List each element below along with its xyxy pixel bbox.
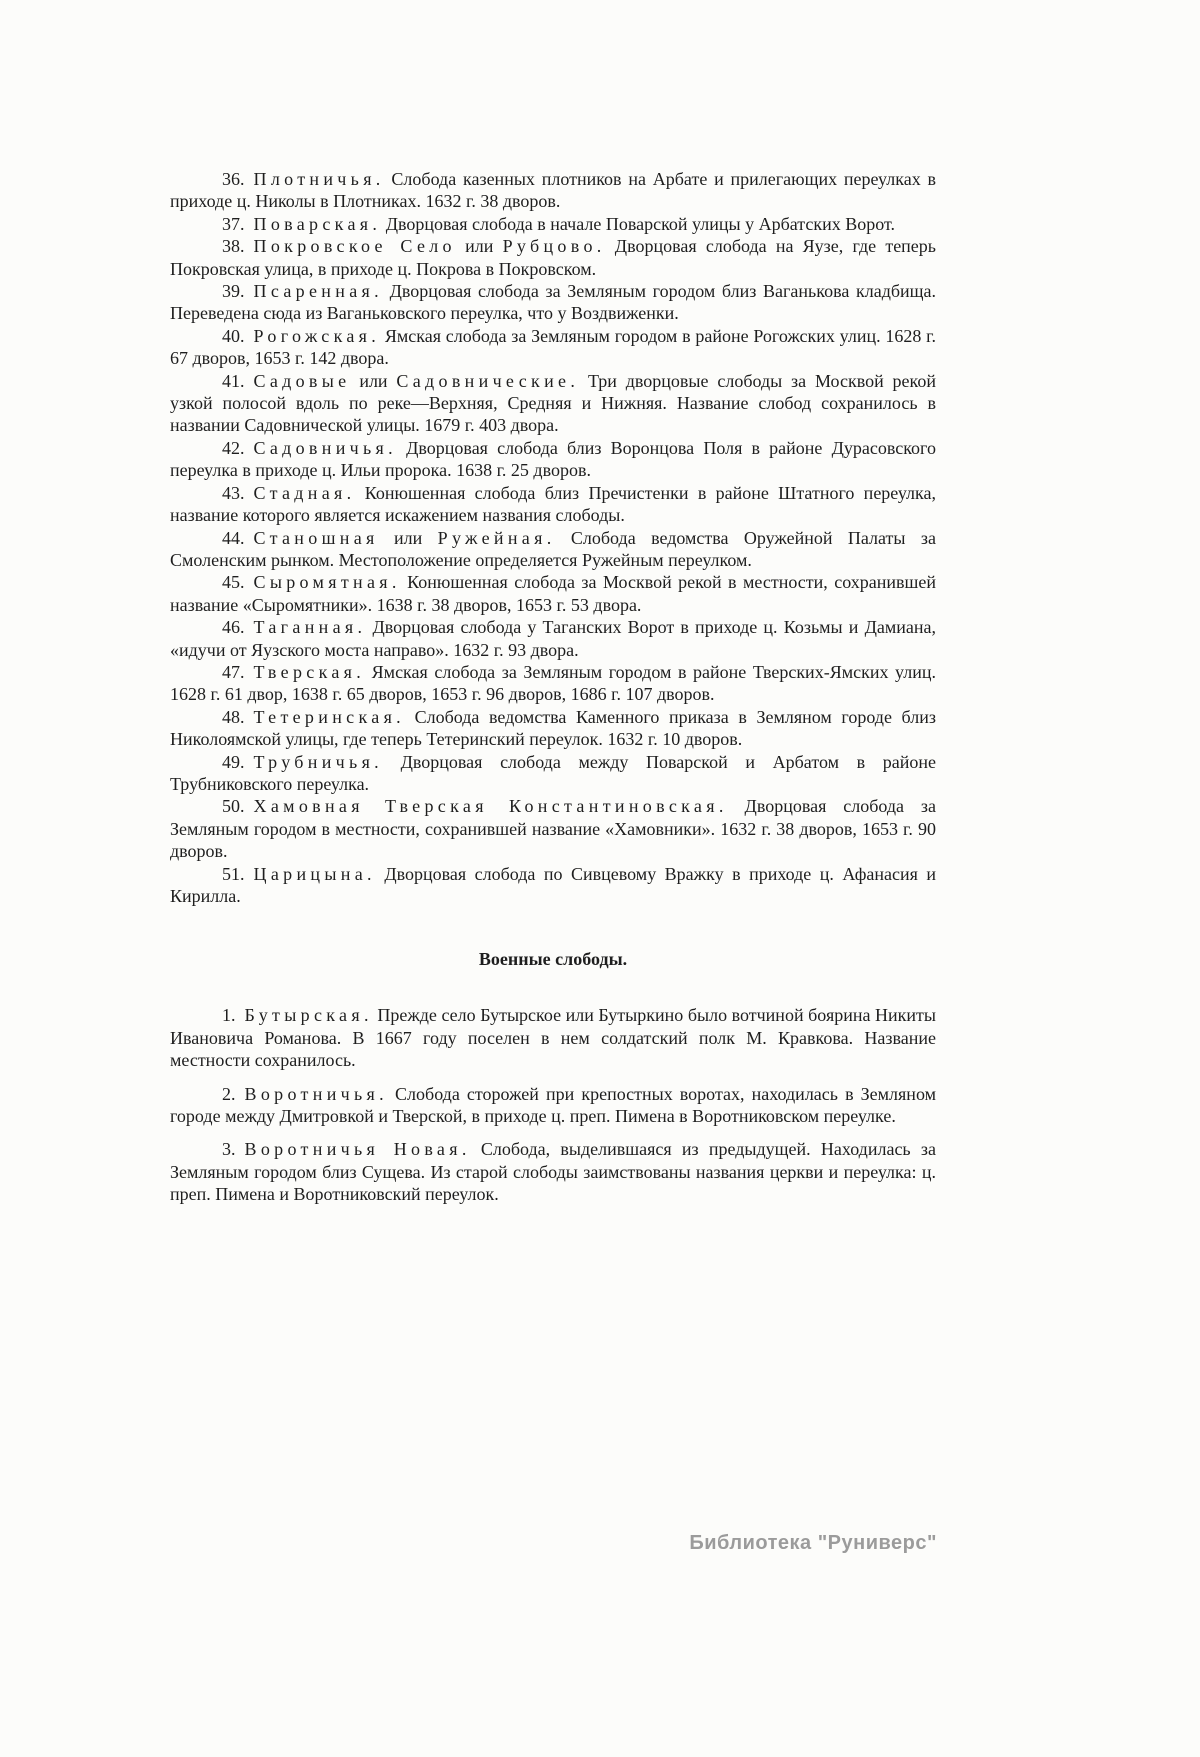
entry-name-part: Станошная [253,527,379,548]
entry-number: 48. [222,706,254,727]
entry [170,1083,936,1128]
entry-text: Прежде село Бутырское или Бутыркино было вотчиной боярина Никиты Ивановича Романова. В 1667 году поселен в нем солдатский полк М. Кравкова. Название местности сохранилось. [170,1005,936,1071]
entry-name-part: Ружейная. [437,527,556,548]
entry-name-part: Тверская. [253,661,366,682]
entry [170,213,936,235]
entry-name [245,1084,388,1104]
entry [170,661,936,706]
entry-name-part: Воротничья. [244,1083,388,1104]
entry-text: Дворцовая слобода за Земляным городом в местности, сохранившей название «Хамовники». 1632 г. 38 дворов, 1653 г. 90 дворов. [170,796,936,862]
entry [170,571,936,616]
entry-number: 47. [222,661,254,682]
entry-number: 44. [222,527,254,548]
entry-name-part: Плотничья. [253,169,385,189]
entry-name [254,707,406,727]
entry-name [254,169,385,189]
section-heading-military: Военные слободы. [478,949,628,970]
entry-number: 3. [222,1139,245,1160]
entry-name [254,214,382,234]
entry-name-part: Поварская. [253,213,382,234]
entry-name [254,796,728,816]
entry [170,706,936,751]
entry-name [254,662,366,682]
entry-number: 45. [222,572,254,593]
entry-number: 37. [222,213,254,234]
entry-number: 51. [222,863,254,884]
entry-name-connector: или [455,236,503,257]
entry-name [254,528,556,548]
entry [170,437,936,482]
entry-text: Ямская слобода за Земляным городом в районе Рогожских улиц. 1628 г. 67 дворов, 1653 г. 142 двора. [170,325,936,369]
entry-name [254,752,384,772]
entry-name-part: Бутырская. [244,1005,373,1026]
entry-name [254,864,376,884]
entry-name [254,572,401,592]
entry-name [254,326,381,346]
entry-text: Слобода, выделившаяся из предыдущей. Находилась за Земляным городом близ Сущева. Из старой слободы заимствованы названия церкви и переулка: ц. преп. Пимена и Воротниковский переулок. [170,1139,936,1205]
entry-text: Дворцовая слобода на Яузе, где теперь Покровская улица, в приходе ц. Покрова в Покровском. [170,236,937,279]
entry-name-part: Царицына. [253,863,376,884]
library-watermark: Библиотека "Руниверс" [689,1532,937,1554]
entry-name-connector: или [350,370,397,391]
entry-name-part: Садовые [253,370,351,391]
entry-text: Три дворцовые слободы за Москвой рекой узкой полосой вдоль по реке—Верхняя, Средняя и Нижняя. Название слобод сохранилось в названии Садовнической улицы. 1679 г. 403 двора. [170,370,937,436]
entry-number: 36. [222,169,254,189]
entry-name-part: Покровское Село [253,236,456,257]
entry-name-part: Рогожская. [253,325,381,346]
entry-number: 41. [222,370,254,391]
entry-name-connector: или [378,527,438,548]
entry-text: Дворцовая слобода в начале Поварской улицы у Арбатских Ворот. [381,213,896,234]
entry-number: 1. [222,1005,245,1026]
entry-name-part: Таганная. [253,617,367,638]
entry-name-part: Псаренная. [253,281,383,302]
entry [170,1004,936,1071]
entry-text: Слобода сторожей при крепостных воротах, находилась в Земляном городе между Дмитровкой и Тверской, в приходе ц. преп. Пимена в Воротниковском переулке. [170,1083,936,1127]
entry-text: Слобода казенных плотников на Арбате и прилегающих переулках в приходе ц. Николы в Плотниках. 1632 г. 38 дворов. [170,169,936,212]
entry-text: Дворцовая слобода по Сивцевому Вражку в приходе ц. Афанасия и Кирилла. [170,863,936,906]
entry-name-part: Рубцово. [502,236,606,257]
entry [170,280,936,325]
entry-name-part: Тетеринская. [253,706,405,727]
entry-name-part: Сыромятная. [253,572,401,593]
entry-text: Дворцовая слобода у Таганских Ворот в приходе ц. Козьмы и Дамиана, «идучи от Яузского моста направо». 1632 г. 93 двора. [170,617,936,660]
entry [170,1138,936,1205]
entry-name-part: Воротничья Новая. [244,1139,471,1160]
entry-name [254,438,397,458]
entry-text: Конюшенная слобода за Москвой рекой в местности, сохранившей название «Сыромятники». 1638 г. 38 дворов, 1653 г. 53 двора. [170,572,936,615]
entry [170,168,936,213]
entry-name [254,236,606,256]
entry-text: Дворцовая слобода за Земляным городом близ Ваганькова кладбища. Переведена сюда из Ваганьковского переулка, что у Воздвиженки. [170,281,936,324]
entry-number: 39. [222,281,254,302]
entry-text: Конюшенная слобода близ Пречистенки в районе Штатного переулка, название которого является искажением названия слободы. [170,482,936,526]
entry-name [254,617,367,637]
entry [170,616,936,661]
entry [170,370,936,437]
entry-text: Дворцовая слобода близ Воронцова Поля в районе Дурасовского переулка в приходе ц. Ильи пророка. 1638 г. 25 дворов. [170,437,936,481]
entry [170,795,936,862]
entry-name [245,1005,373,1025]
entry-number: 42. [222,437,254,458]
entry [170,325,936,370]
entry [170,751,936,796]
entry-name-part: Садовничья. [253,437,397,458]
entry-text: Слобода ведомства Каменного приказа в Земляном городе близ Николоямской улицы, где теперь Тетеринский переулок. 1632 г. 10 дворов. [170,706,936,750]
settlements-list [170,168,936,907]
entry-number: 50. [222,796,254,817]
entry-name-part: Стадная. [253,482,356,503]
entry-name [245,1139,471,1159]
entry [170,863,936,908]
entry-number: 46. [222,617,254,638]
entry-number: 38. [222,236,254,257]
entry-number: 49. [222,751,254,772]
entry-name [254,483,356,503]
page [170,168,936,1217]
entry-number: 2. [222,1083,245,1104]
entry-name-part: Садовнические. [396,370,580,391]
entry-name-part: Трубничья. [253,751,383,772]
entry [170,235,936,280]
entry-text: Дворцовая слобода между Поварской и Арбатом в районе Трубниковского переулка. [170,751,936,794]
entry-text: Ямская слобода за Земляным городом в районе Тверских-Ямских улиц. 1628 г. 61 двор, 1638 г. 65 дворов, 1653 г. 96 дворов, 1686 г. 107 дворов. [170,661,936,705]
entry-name [254,371,580,391]
entry-number: 43. [222,482,254,503]
entry-text: Слобода ведомства Оружейной Палаты за Смоленским рынком. Местоположение определяется Ружейным переулком. [170,527,936,570]
entry-number: 40. [222,325,254,346]
military-settlements-list [170,1004,936,1205]
entry-name [254,281,383,301]
entry-name-part: Хамовная Тверская Константиновская. [253,796,728,817]
entry [170,527,936,572]
entry [170,482,936,527]
